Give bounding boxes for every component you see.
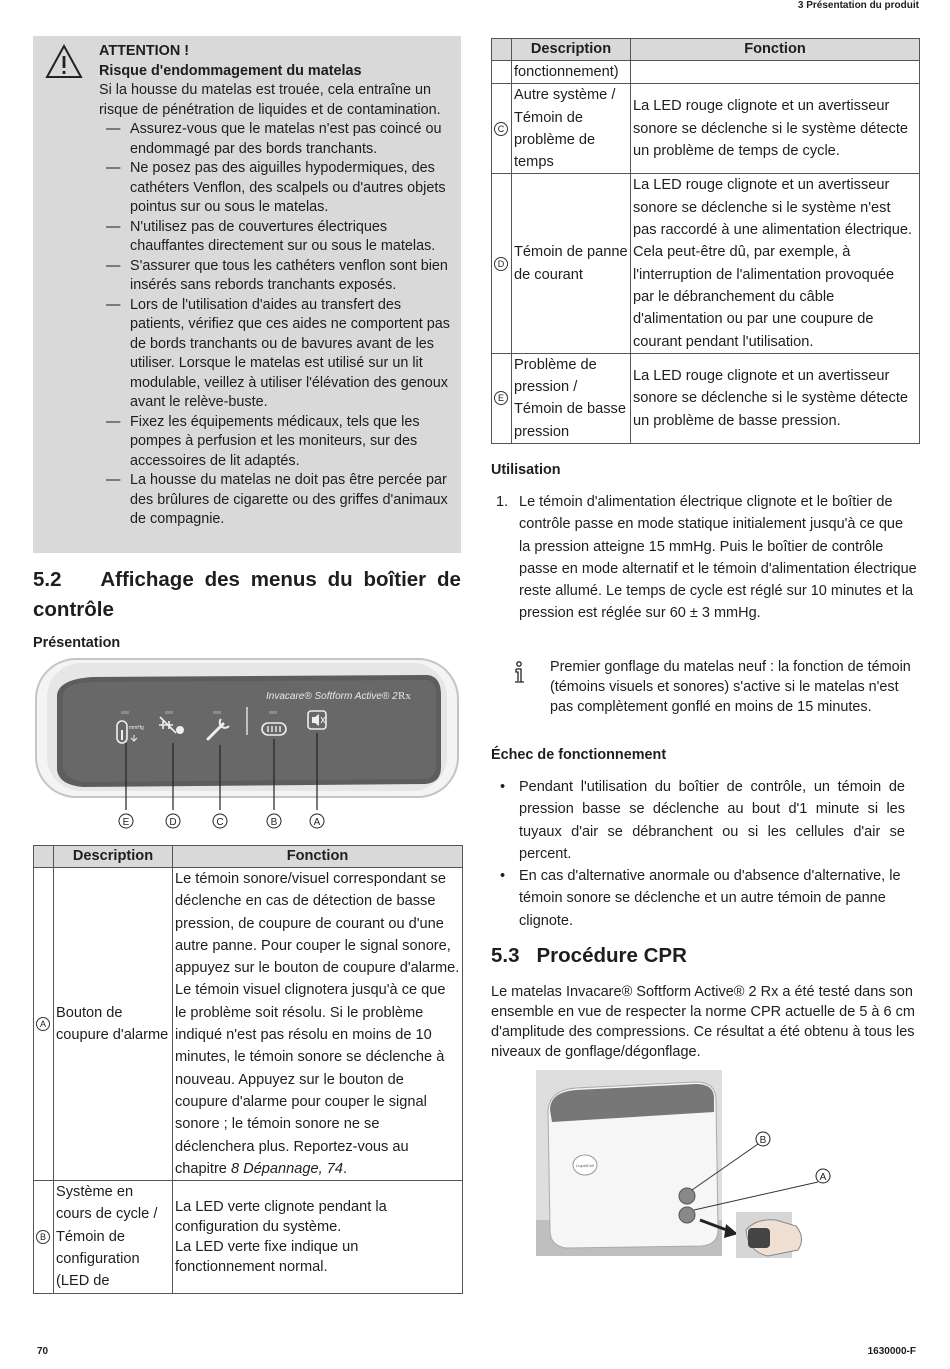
callout-b: B bbox=[270, 817, 278, 828]
warning-intro: Si la housse du matelas est trouée, cela entraîne un risque de pénétration de liquides et de contamination. bbox=[99, 82, 441, 118]
row-description: fonctionnement) bbox=[512, 61, 631, 84]
callout-e: E bbox=[122, 817, 130, 828]
key-badge: A bbox=[36, 1017, 50, 1031]
subheading-utilisation: Utilisation bbox=[491, 462, 561, 478]
subheading-presentation: Présentation bbox=[33, 635, 121, 651]
row-fonction: La LED verte clignote pendant la configuration du système. La LED verte fixe indique un fonctionnement normal. bbox=[173, 1181, 463, 1293]
table-header-description: Description bbox=[512, 39, 631, 61]
warning-item: — Ne posez pas des aiguilles hypodermiques, des cathéters Venflon, des scalpels ou d'autres objets pointus sur ou sous le matelas. bbox=[99, 159, 457, 218]
section-number: 5.2 bbox=[33, 568, 62, 591]
subheading-echec: Échec de fonctionnement bbox=[491, 747, 667, 763]
led-time bbox=[213, 711, 221, 714]
cpr-photo bbox=[536, 1070, 836, 1260]
callout-a: A bbox=[313, 817, 321, 828]
table-header-key bbox=[34, 846, 54, 868]
step-item: 1. Le témoin d'alimentation électrique clignote et le boîtier de contrôle passe en mode statique initialement jusqu'à ce que la pression atteigne 15 mmHg. Puis le boîtier de contrôle passe en mode alternatif et le témoin d'alimentation électrique reste allumé. Le temps de cycle est réglé sur 10 minutes et la pression est réglée sur 60 ± 3 mmHg. bbox=[491, 491, 917, 625]
table-header-fonction: Fonction bbox=[631, 39, 920, 61]
warning-triangle-icon bbox=[45, 44, 83, 80]
row-fonction: La LED rouge clignote et un avertisseur sonore se déclenche si le système n'est pas raccordé à une alimentation électrique. Cela peut-être dû, par exemple, à l'interruption de l'alimentation provoquée par le débranchement du câble d'alimentation ou par une coupure de courant pendant l'utilisation. bbox=[631, 174, 920, 353]
section-title: Procédure CPR bbox=[536, 944, 687, 967]
row-fonction: La LED rouge clignote et un avertisseur sonore se déclenche si le système détecte un problème de basse pression. bbox=[631, 353, 920, 443]
table-row bbox=[34, 868, 463, 1181]
warning-title: ATTENTION ! bbox=[99, 43, 190, 59]
bullet-item: • Pendant l'utilisation du boîtier de contrôle, un témoin de pression basse se déclenche au bout d'1 minute si les tuyaux d'air se débranchent ou si les cellules d'air se percent. bbox=[491, 776, 905, 865]
table-row bbox=[492, 174, 920, 353]
key-badge: C bbox=[494, 122, 508, 136]
table-row bbox=[492, 353, 920, 443]
panel-brand: Invacare® Softform Active® 2 bbox=[266, 691, 398, 702]
warning-box bbox=[33, 36, 461, 553]
warning-item: — Fixez les équipements médicaux, tels que les pompes à perfusion et les moniteurs, sur des accessoires de lit adaptés. bbox=[99, 413, 457, 472]
row-description: Problème de pression / Témoin de basse pression bbox=[512, 353, 631, 443]
running-header: 3 Présentation du produit bbox=[797, 0, 919, 11]
note-text: Premier gonflage du matelas neuf : la fonction de témoin (témoins visuels et sonores) s'active si le matelas n'est pas complètement gonflé en moins de 15 minutes. bbox=[550, 659, 911, 715]
warning-item: — S'assurer que tous les cathéters venflon sont bien insérés sans rebords tranchants exposés. bbox=[99, 257, 457, 296]
page-number: 70 bbox=[37, 1346, 49, 1357]
table-header-key bbox=[492, 39, 512, 61]
row-fonction: Le témoin sonore/visuel correspondant se déclenche en cas de détection de basse pression, de coupure de courant ou d'une autre panne. Pour couper le signal sonore, appuyez sur le bouton de coupure d'alarme. Le témoin visuel clignotera jusqu'à ce que le problème soit résolu. Si le problème indiqué n'est pas résolu en moins de 10 minutes, le témoin sonore se déclenche à nouveau. Appuyez sur le bouton de coupure d'alarme pour couper le signal sonore ; le témoin sonore ne se déclenchera plus. Reportez-vous au chapitre 8 Dépannage, 74. bbox=[173, 868, 463, 1181]
functions-table-right bbox=[491, 38, 920, 444]
row-fonction: La LED rouge clignote et un avertisseur sonore se déclenche si le système détecte un problème de temps de cycle. bbox=[631, 84, 920, 174]
warning-item: — Assurez-vous que le matelas n'est pas coincé ou endommagé par des bords tranchants. bbox=[99, 120, 457, 159]
warning-list bbox=[99, 120, 457, 530]
key-badge: D bbox=[494, 257, 508, 271]
document-number: 1630000-F bbox=[867, 1346, 916, 1357]
section-heading-5-3 bbox=[491, 941, 687, 971]
callout-b: B bbox=[759, 1135, 767, 1146]
row-key bbox=[492, 61, 512, 84]
table-header-fonction: Fonction bbox=[173, 846, 463, 868]
row-key bbox=[34, 1181, 54, 1293]
led-cycle bbox=[269, 711, 277, 714]
row-description: Autre système / Témoin de problème de temps bbox=[512, 84, 631, 174]
row-fonction bbox=[631, 61, 920, 84]
table-row bbox=[492, 84, 920, 174]
warning-item: — Lors de l'utilisation d'aides au transfert des patients, vérifiez que ces aides ne comportent pas de bords tranchants ou de bavures avant de les utiliser. Lorsque le matelas est utilisé sur un lit modulable, veillez à utiliser l'élévation des genoux avant le relève-buste. bbox=[99, 296, 457, 413]
cpr-text: Le matelas Invacare® Softform Active® 2 Rx a été testé dans son ensemble en vue de respecter la norme CPR actuelle de 5 à 6 cm d'amplitude des compressions. Ce résultat a été obtenu à tous les niveaux de gonflage/dégonflage. bbox=[491, 984, 915, 1060]
table-header-row bbox=[34, 846, 463, 868]
control-panel-illustration bbox=[33, 655, 461, 835]
bullet-item: • En cas d'alternative anormale ou d'absence d'alternative, le témoin sonore se déclenche et un autre témoin de panne clignote. bbox=[491, 865, 905, 932]
row-description: Bouton de coupure d'alarme bbox=[54, 868, 173, 1181]
row-key bbox=[492, 174, 512, 353]
led-power bbox=[121, 711, 129, 714]
table-header-row bbox=[492, 39, 920, 61]
row-key bbox=[34, 868, 54, 1181]
panel-rx: Rx bbox=[398, 690, 411, 702]
key-badge: B bbox=[36, 1230, 50, 1244]
table-header-description: Description bbox=[54, 846, 173, 868]
callout-a: A bbox=[819, 1172, 827, 1183]
row-key bbox=[492, 353, 512, 443]
table-row bbox=[34, 1181, 463, 1293]
functions-table-left bbox=[33, 845, 463, 1294]
table-row bbox=[492, 61, 920, 84]
photo-logo: LiquidCell bbox=[576, 1163, 594, 1168]
callout-c: C bbox=[216, 817, 224, 828]
led-current bbox=[165, 711, 173, 714]
step-number: 1. bbox=[496, 494, 509, 510]
echec-list bbox=[491, 776, 905, 932]
section-number: 5.3 bbox=[491, 944, 520, 967]
utilisation-steps bbox=[491, 491, 917, 625]
section-heading-5-2: 5.2 Affichage des menus du boîtier de contrôle bbox=[33, 565, 461, 625]
callout-d: D bbox=[169, 817, 177, 828]
warning-item: — La housse du matelas ne doit pas être percée par des brûlures de cigarette ou des griffes d'animaux de compagnie. bbox=[99, 471, 457, 530]
svg-text:mmHg: mmHg bbox=[129, 725, 144, 731]
key-badge: E bbox=[494, 391, 508, 405]
warning-text bbox=[99, 42, 457, 530]
info-icon bbox=[512, 661, 528, 685]
row-description: Système en cours de cycle / Témoin de configuration (LED de bbox=[54, 1181, 173, 1293]
row-key bbox=[492, 84, 512, 174]
row-description: Témoin de panne de courant bbox=[512, 174, 631, 353]
warning-item: — N'utilisez pas de couvertures électriques chauffantes directement sur ou sous le matelas. bbox=[99, 218, 457, 257]
warning-subtitle: Risque d'endommagement du matelas bbox=[99, 62, 362, 79]
chapter-reference: 8 Dépannage, 74 bbox=[230, 1160, 343, 1177]
